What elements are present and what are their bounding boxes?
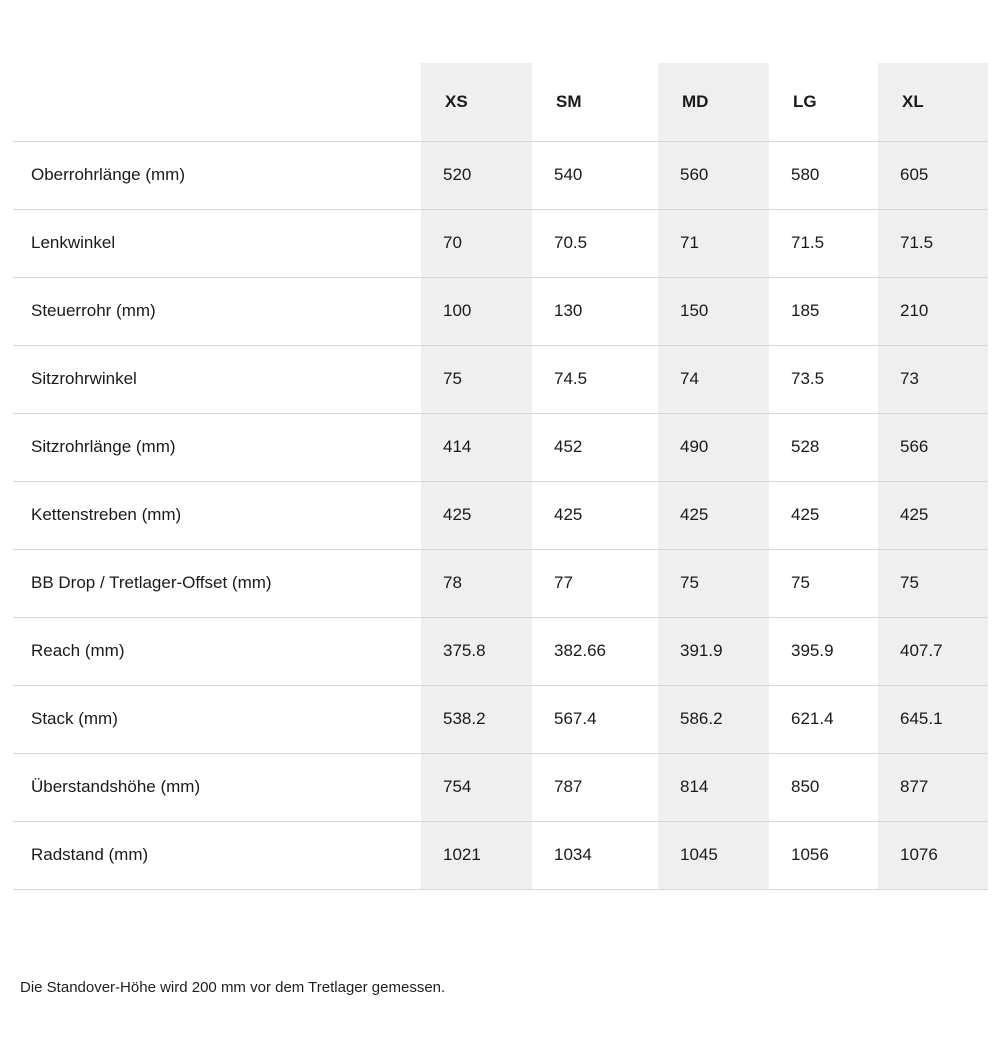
col-header-xl: XL <box>878 63 988 141</box>
row-label: Oberrohrlänge (mm) <box>31 165 185 184</box>
value-cell: 130 <box>554 301 583 320</box>
value-cell: 425 <box>554 505 583 524</box>
value-cell: 566 <box>878 413 988 481</box>
value-cell: 70 <box>421 209 532 277</box>
row-label: Reach (mm) <box>31 641 125 660</box>
value-cell: 395.9 <box>791 641 834 660</box>
table-row <box>13 413 988 481</box>
value-cell: 1034 <box>554 845 592 864</box>
value-cell: 425 <box>658 481 769 549</box>
row-label: Kettenstreben (mm) <box>31 505 182 524</box>
value-cell: 425 <box>791 505 820 524</box>
footnote: Die Standover-Höhe wird 200 mm vor dem Tretlager gemessen. <box>20 979 446 996</box>
row-label: BB Drop / Tretlager-Offset (mm) <box>31 573 272 592</box>
value-cell: 74.5 <box>554 369 588 388</box>
value-cell: 1045 <box>658 821 769 889</box>
table-row <box>13 549 988 617</box>
value-cell: 375.8 <box>421 617 532 685</box>
value-cell: 73.5 <box>791 369 825 388</box>
value-cell: 75 <box>421 345 532 413</box>
value-cell: 407.7 <box>878 617 988 685</box>
value-cell: 210 <box>878 277 988 345</box>
col-header-lg: LG <box>793 91 817 111</box>
row-label: Radstand (mm) <box>31 845 149 864</box>
corner-cell <box>13 63 421 141</box>
row-label: Sitzrohrwinkel <box>31 369 137 388</box>
value-cell: 586.2 <box>658 685 769 753</box>
value-cell: 1076 <box>878 821 988 889</box>
value-cell: 540 <box>554 165 583 184</box>
value-cell: 490 <box>658 413 769 481</box>
value-cell: 77 <box>554 573 573 592</box>
value-cell: 73 <box>878 345 988 413</box>
table-row <box>13 685 988 753</box>
value-cell: 185 <box>791 301 820 320</box>
value-cell: 814 <box>658 753 769 821</box>
geometry-table <box>13 63 988 890</box>
value-cell: 605 <box>878 141 988 209</box>
value-cell: 150 <box>658 277 769 345</box>
value-cell: 74 <box>658 345 769 413</box>
value-cell: 528 <box>791 437 820 456</box>
value-cell: 425 <box>878 481 988 549</box>
value-cell: 560 <box>658 141 769 209</box>
value-cell: 71 <box>658 209 769 277</box>
table-row <box>13 277 988 345</box>
value-cell: 621.4 <box>791 709 834 728</box>
value-cell: 580 <box>791 165 820 184</box>
col-header-xs: XS <box>421 63 532 141</box>
table-row <box>13 209 988 277</box>
table-row <box>13 481 988 549</box>
value-cell: 391.9 <box>658 617 769 685</box>
value-cell: 100 <box>421 277 532 345</box>
value-cell: 75 <box>791 573 810 592</box>
geometry-page <box>0 63 1000 1063</box>
value-cell: 538.2 <box>421 685 532 753</box>
value-cell: 754 <box>421 753 532 821</box>
value-cell: 71.5 <box>878 209 988 277</box>
table-row <box>13 345 988 413</box>
value-cell: 567.4 <box>554 709 597 728</box>
table-row <box>13 141 988 209</box>
row-label: Überstandshöhe (mm) <box>31 777 201 796</box>
value-cell: 75 <box>878 549 988 617</box>
col-header-md: MD <box>658 63 769 141</box>
value-cell: 75 <box>658 549 769 617</box>
value-cell: 425 <box>421 481 532 549</box>
value-cell: 414 <box>421 413 532 481</box>
value-cell: 1056 <box>791 845 829 864</box>
header-row <box>13 63 988 141</box>
table-row <box>13 617 988 685</box>
row-label: Lenkwinkel <box>31 233 116 252</box>
value-cell: 452 <box>554 437 583 456</box>
value-cell: 877 <box>878 753 988 821</box>
value-cell: 70.5 <box>554 233 588 252</box>
col-header-sm: SM <box>556 91 582 111</box>
row-label: Stack (mm) <box>31 709 118 728</box>
value-cell: 78 <box>421 549 532 617</box>
value-cell: 1021 <box>421 821 532 889</box>
row-label: Sitzrohrlänge (mm) <box>31 437 176 456</box>
value-cell: 645.1 <box>878 685 988 753</box>
table-row <box>13 821 988 889</box>
value-cell: 71.5 <box>791 233 825 252</box>
value-cell: 382.66 <box>554 641 606 660</box>
value-cell: 520 <box>421 141 532 209</box>
value-cell: 850 <box>791 777 820 796</box>
table-row <box>13 753 988 821</box>
row-label: Steuerrohr (mm) <box>31 301 156 320</box>
value-cell: 787 <box>554 777 583 796</box>
